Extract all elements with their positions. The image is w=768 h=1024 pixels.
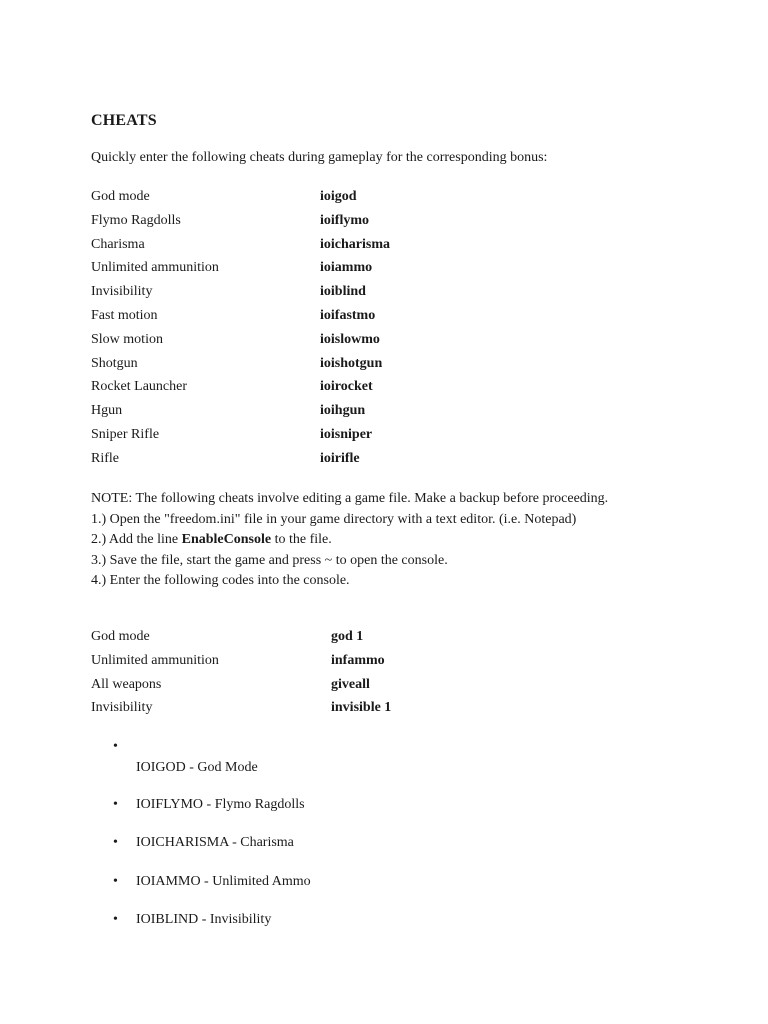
bullet-icon: • [113,739,118,754]
list-item-text: IOIAMMO - Unlimited Ammo [136,874,311,889]
cheat-code: ioiflymo [320,212,369,228]
cheat-label: Slow motion [91,331,163,347]
bullet-icon: • [113,874,118,889]
cheat-code: ioihgun [320,403,366,419]
cheat-code: ioislowmo [320,331,380,347]
cheat-label: Flymo Ragdolls [91,212,181,228]
cheat-code: ioicharisma [320,236,390,252]
cheat-code: ioishotgun [320,355,383,371]
cheat-code: ioirifle [320,450,360,466]
console-code: invisible 1 [331,700,392,716]
step-2-suffix: to the file. [271,532,332,547]
cheat-label: Sniper Rifle [91,426,160,442]
cheat-code: ioigod [320,189,357,204]
step-2-prefix: 2.) Add the line [91,532,182,547]
cheat-label: God mode [91,189,150,204]
cheat-code: ioiblind [320,284,366,300]
cheat-label: Hgun [91,403,123,419]
step-3-line: 3.) Save the file, start the game and press ~ to open the console. [91,552,448,568]
cheat-label: Fast motion [91,307,158,323]
list-item-text: IOICHARISMA - Charisma [136,835,294,850]
instructions-block [91,489,608,592]
console-label: All weapons [91,676,162,692]
console-label: God mode [91,629,150,644]
cheat-label: Rocket Launcher [91,379,188,395]
step-2-line [91,530,608,551]
console-label: Invisibility [91,700,153,716]
cheat-label: Rifle [91,450,119,466]
bullet-icon: • [113,797,118,812]
cheat-code: ioiammo [320,260,373,276]
intro-text: Quickly enter the following cheats during gameplay for the corresponding bonus: [91,150,548,165]
list-item-text: IOIGOD - God Mode [136,760,258,775]
note-line: NOTE: The following cheats involve editing a game file. Make a backup before proceeding. [91,491,609,506]
cheat-code: ioifastmo [320,307,376,323]
page-title: CHEATS [91,112,157,129]
cheat-code: ioirocket [320,379,373,395]
console-label: Unlimited ammunition [91,652,219,668]
bullet-icon: • [113,835,118,850]
list-item-text: IOIBLIND - Invisibility [136,912,272,927]
cheat-label: Invisibility [91,284,153,300]
step-1-line: 1.) Open the "freedom.ini" file in your game directory with a text editor. (i.e. Notepad) [91,511,577,527]
cheat-label: Unlimited ammunition [91,260,219,276]
list-item-text: IOIFLYMO - Flymo Ragdolls [136,797,305,812]
enable-console-keyword: EnableConsole [181,532,272,547]
step-4-line: 4.) Enter the following codes into the console. [91,573,350,588]
bullet-icon: • [113,912,118,927]
cheat-code: ioisniper [320,426,373,442]
cheat-label: Charisma [91,236,145,252]
cheat-label: Shotgun [91,355,138,371]
console-code: god 1 [331,629,364,644]
console-code: giveall [331,676,370,692]
console-code: infammo [331,652,385,668]
